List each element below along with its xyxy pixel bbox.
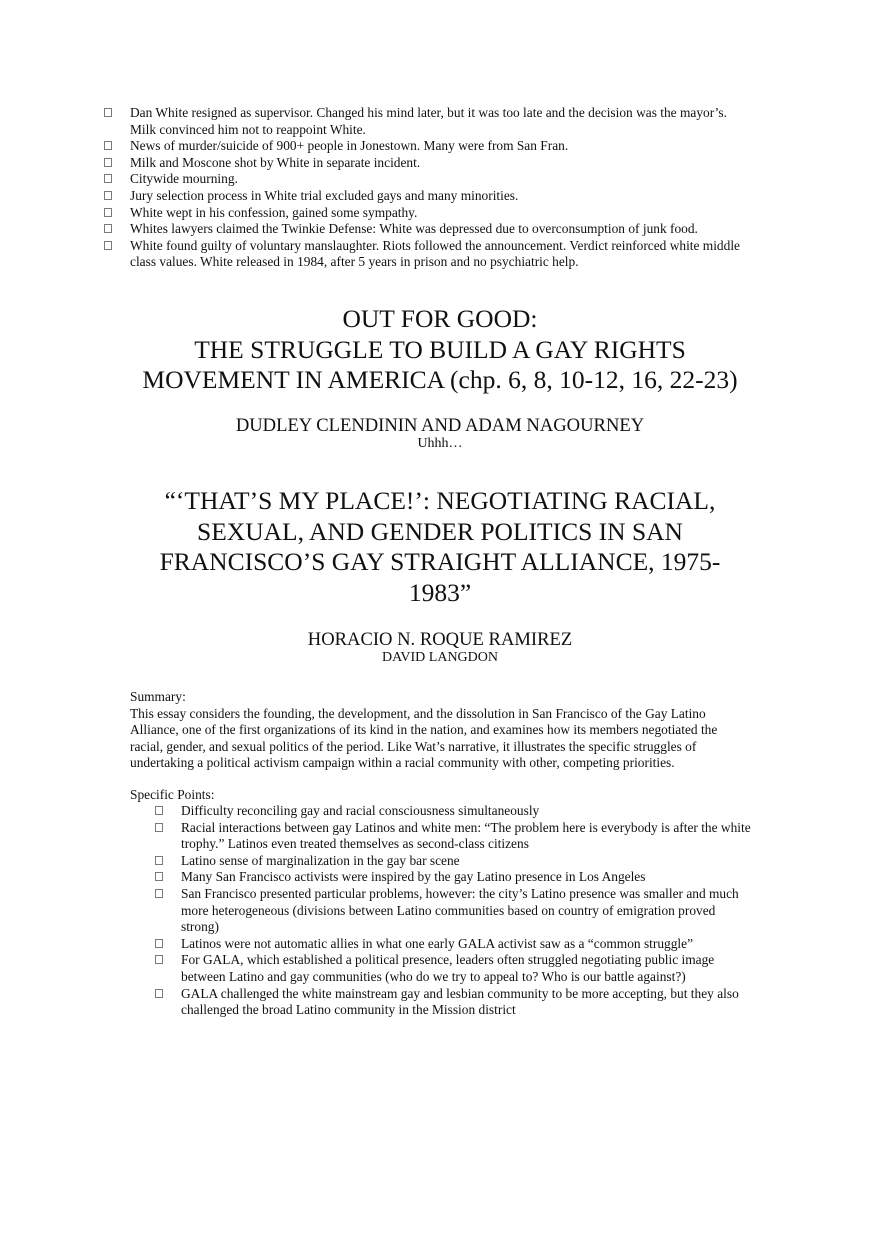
book-authors: DUDLEY CLENDININ AND ADAM NAGOURNEY <box>235 415 645 436</box>
bullet-box-icon <box>155 955 163 964</box>
list-item: Racial interactions between gay Latinos and white men: “The problem here is everybody is after the white trophy.” Latinos even treated themselves as second-class citizens <box>155 820 755 853</box>
list-item: Milk and Moscone shot by White in separate incident. <box>104 155 754 172</box>
book-authors-block <box>0 416 880 452</box>
list-item: For GALA, which established a political presence, leaders often struggled negotiating public image between Latino and gay communities (who do we try to appeal to? Who is our battle against?) <box>155 952 755 985</box>
bullet-box-icon <box>155 889 163 898</box>
specific-points-list <box>155 803 755 1019</box>
list-item: San Francisco presented particular problems, however: the city’s Latino presence was smaller and much more heterogeneous (divisions between Latino communities based on country of emigration proved strong) <box>155 886 755 936</box>
bullet-box-icon <box>104 108 112 117</box>
bullet-box-icon <box>104 158 112 167</box>
bullet-box-icon <box>104 224 112 233</box>
list-item: GALA challenged the white mainstream gay and lesbian community to be more accepting, but they also challenged the broad Latino community in the Mission district <box>155 986 755 1019</box>
top-bullet-list <box>104 105 754 271</box>
bullet-box-icon <box>104 174 112 183</box>
essay-presenter: DAVID LANGDON <box>381 650 498 665</box>
essay-title-line: “‘THAT’S MY PLACE!’: NEGOTIATING RACIAL, <box>164 486 716 515</box>
summary-label: Summary: <box>130 689 186 704</box>
bullet-box-icon <box>155 856 163 865</box>
book-title <box>0 304 880 396</box>
essay-title <box>0 486 880 608</box>
essay-title-line: SEXUAL, AND GENDER POLITICS IN SAN <box>197 516 683 546</box>
list-item: Jury selection process in White trial excluded gays and many minorities. <box>104 188 754 205</box>
bullet-box-icon <box>155 939 163 948</box>
list-item: Whites lawyers claimed the Twinkie Defense: White was depressed due to overconsumption of junk food. <box>104 221 754 238</box>
essay-authors-block <box>0 630 880 666</box>
book-title-line: THE STRUGGLE TO BUILD A GAY RIGHTS <box>194 334 686 364</box>
book-title-line: OUT FOR GOOD: <box>342 304 538 333</box>
list-item: Many San Francisco activists were inspired by the gay Latino presence in Los Angeles <box>155 869 755 886</box>
list-item: Latino sense of marginalization in the gay bar scene <box>155 853 755 870</box>
bullet-box-icon <box>104 241 112 250</box>
list-item: Citywide mourning. <box>104 171 754 188</box>
bullet-box-icon <box>155 872 163 881</box>
essay-title-line: FRANCISCO’S GAY STRAIGHT ALLIANCE, 1975- <box>159 547 721 576</box>
essay-author: HORACIO N. ROQUE RAMIREZ <box>307 629 573 650</box>
list-item: News of murder/suicide of 900+ people in Jonestown. Many were from San Fran. <box>104 138 754 155</box>
bullet-box-icon <box>155 989 163 998</box>
bullet-box-icon <box>104 141 112 150</box>
bullet-box-icon <box>104 208 112 217</box>
bullet-box-icon <box>104 191 112 200</box>
book-note: Uhhh… <box>417 436 463 451</box>
bullet-box-icon <box>155 823 163 832</box>
summary-section <box>130 689 752 772</box>
list-item: Dan White resigned as supervisor. Changed his mind later, but it was too late and the decision was the mayor’s. Milk convinced him not to reappoint White. <box>104 105 754 138</box>
book-title-line: MOVEMENT IN AMERICA (chp. 6, 8, 10-12, 16, 22-23) <box>142 365 738 394</box>
specific-points-label: Specific Points: <box>130 787 215 802</box>
list-item: White wept in his confession, gained some sympathy. <box>104 205 754 222</box>
summary-text: This essay considers the founding, the development, and the dissolution in San Francisco of the Gay Latino Alliance, one of the first organizations of its kind in the nation, and examines how its members negotiated the racial, gender, and sexual politics of the period. Like Wat’s narrative, it illustrates the specific struggles of undertaking a political activism campaign within a racial community with other, competing priorities. <box>130 705 718 771</box>
essay-title-line: 1983” <box>408 577 472 607</box>
list-item: Latinos were not automatic allies in what one early GALA activist saw as a “common struggle” <box>155 936 755 953</box>
list-item: White found guilty of voluntary manslaughter. Riots followed the announcement. Verdict reinforced white middle class values. White released in 1984, after 5 years in prison and no psychiatric help. <box>104 238 754 271</box>
list-item: Difficulty reconciling gay and racial consciousness simultaneously <box>155 803 755 820</box>
bullet-box-icon <box>155 806 163 815</box>
